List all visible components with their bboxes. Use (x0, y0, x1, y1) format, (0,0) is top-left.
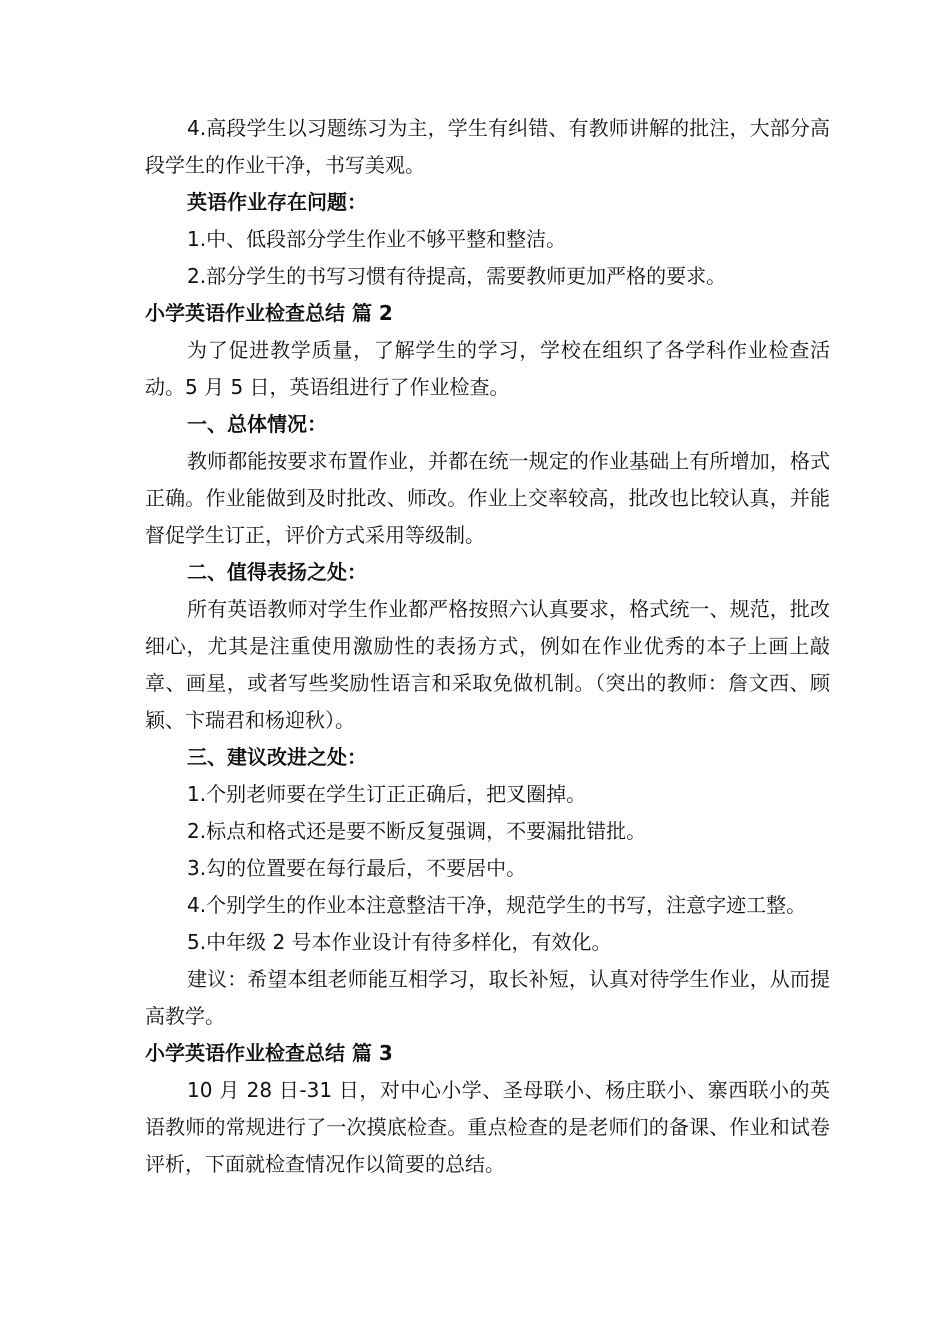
paragraph: 2.标点和格式还是要不断反复强调，不要漏批错批。 (187, 819, 647, 843)
paragraph: 所有英语教师对学生作业都严格按照六认真要求，格式统一、规范，批改细心，尤其是注重使用激励性的表扬方式，例如在作业优秀的本子上画上敲章、画星，或者写些奖励性语言和采取免做机制。（突出的教师：詹文西、顾颖、卞瑞君和杨迎秋）。 (145, 597, 830, 732)
paragraph: 为了促进教学质量，了解学生的学习，学校在组织了各学科作业检查活动。5 月 5 日，英语组进行了作业检查。 (145, 338, 830, 399)
paragraph: 教师都能按要求布置作业，并都在统一规定的作业基础上有所增加，格式正确。作业能做到及时批改、师改。作业上交率较高，批改也比较认真，并能督促学生订正，评价方式采用等级制。 (145, 449, 830, 547)
paragraph: 3.勾的位置要在每行最后，不要居中。 (187, 856, 527, 880)
paragraph: 10 月 28 日-31 日，对中心小学、圣母联小、杨庄联小、寨西联小的英语教师的常规进行了一次摸底检查。重点检查的是老师们的备课、作业和试卷评析，下面就检查情况作以简要的总结。 (145, 1078, 830, 1176)
paragraph: 1.中、低段部分学生作业不够平整和整洁。 (187, 227, 567, 251)
section-heading: 三、建议改进之处： (187, 745, 367, 769)
paragraph: 1.个别老师要在学生订正正确后，把叉圈掉。 (187, 782, 587, 806)
article-title: 小学英语作业检查总结 篇 3 (145, 1041, 393, 1065)
paragraph: 2.部分学生的书写习惯有待提高，需要教师更加严格的要求。 (187, 264, 727, 288)
paragraph: 4.高段学生以习题练习为主，学生有纠错、有教师讲解的批注，大部分高段学生的作业干净，书写美观。 (145, 116, 830, 177)
paragraph: 建议：希望本组老师能互相学习，取长补短，认真对待学生作业，从而提高教学。 (145, 967, 830, 1028)
paragraph: 5.中年级 2 号本作业设计有待多样化，有效化。 (187, 930, 612, 954)
section-heading: 二、值得表扬之处： (187, 560, 367, 584)
section-heading: 一、总体情况： (187, 412, 327, 436)
article-title: 小学英语作业检查总结 篇 2 (145, 301, 393, 325)
section-heading: 英语作业存在问题： (187, 190, 367, 214)
document-page (145, 110, 830, 1183)
paragraph: 4.个别学生的作业本注意整洁干净，规范学生的书写，注意字迹工整。 (187, 893, 807, 917)
